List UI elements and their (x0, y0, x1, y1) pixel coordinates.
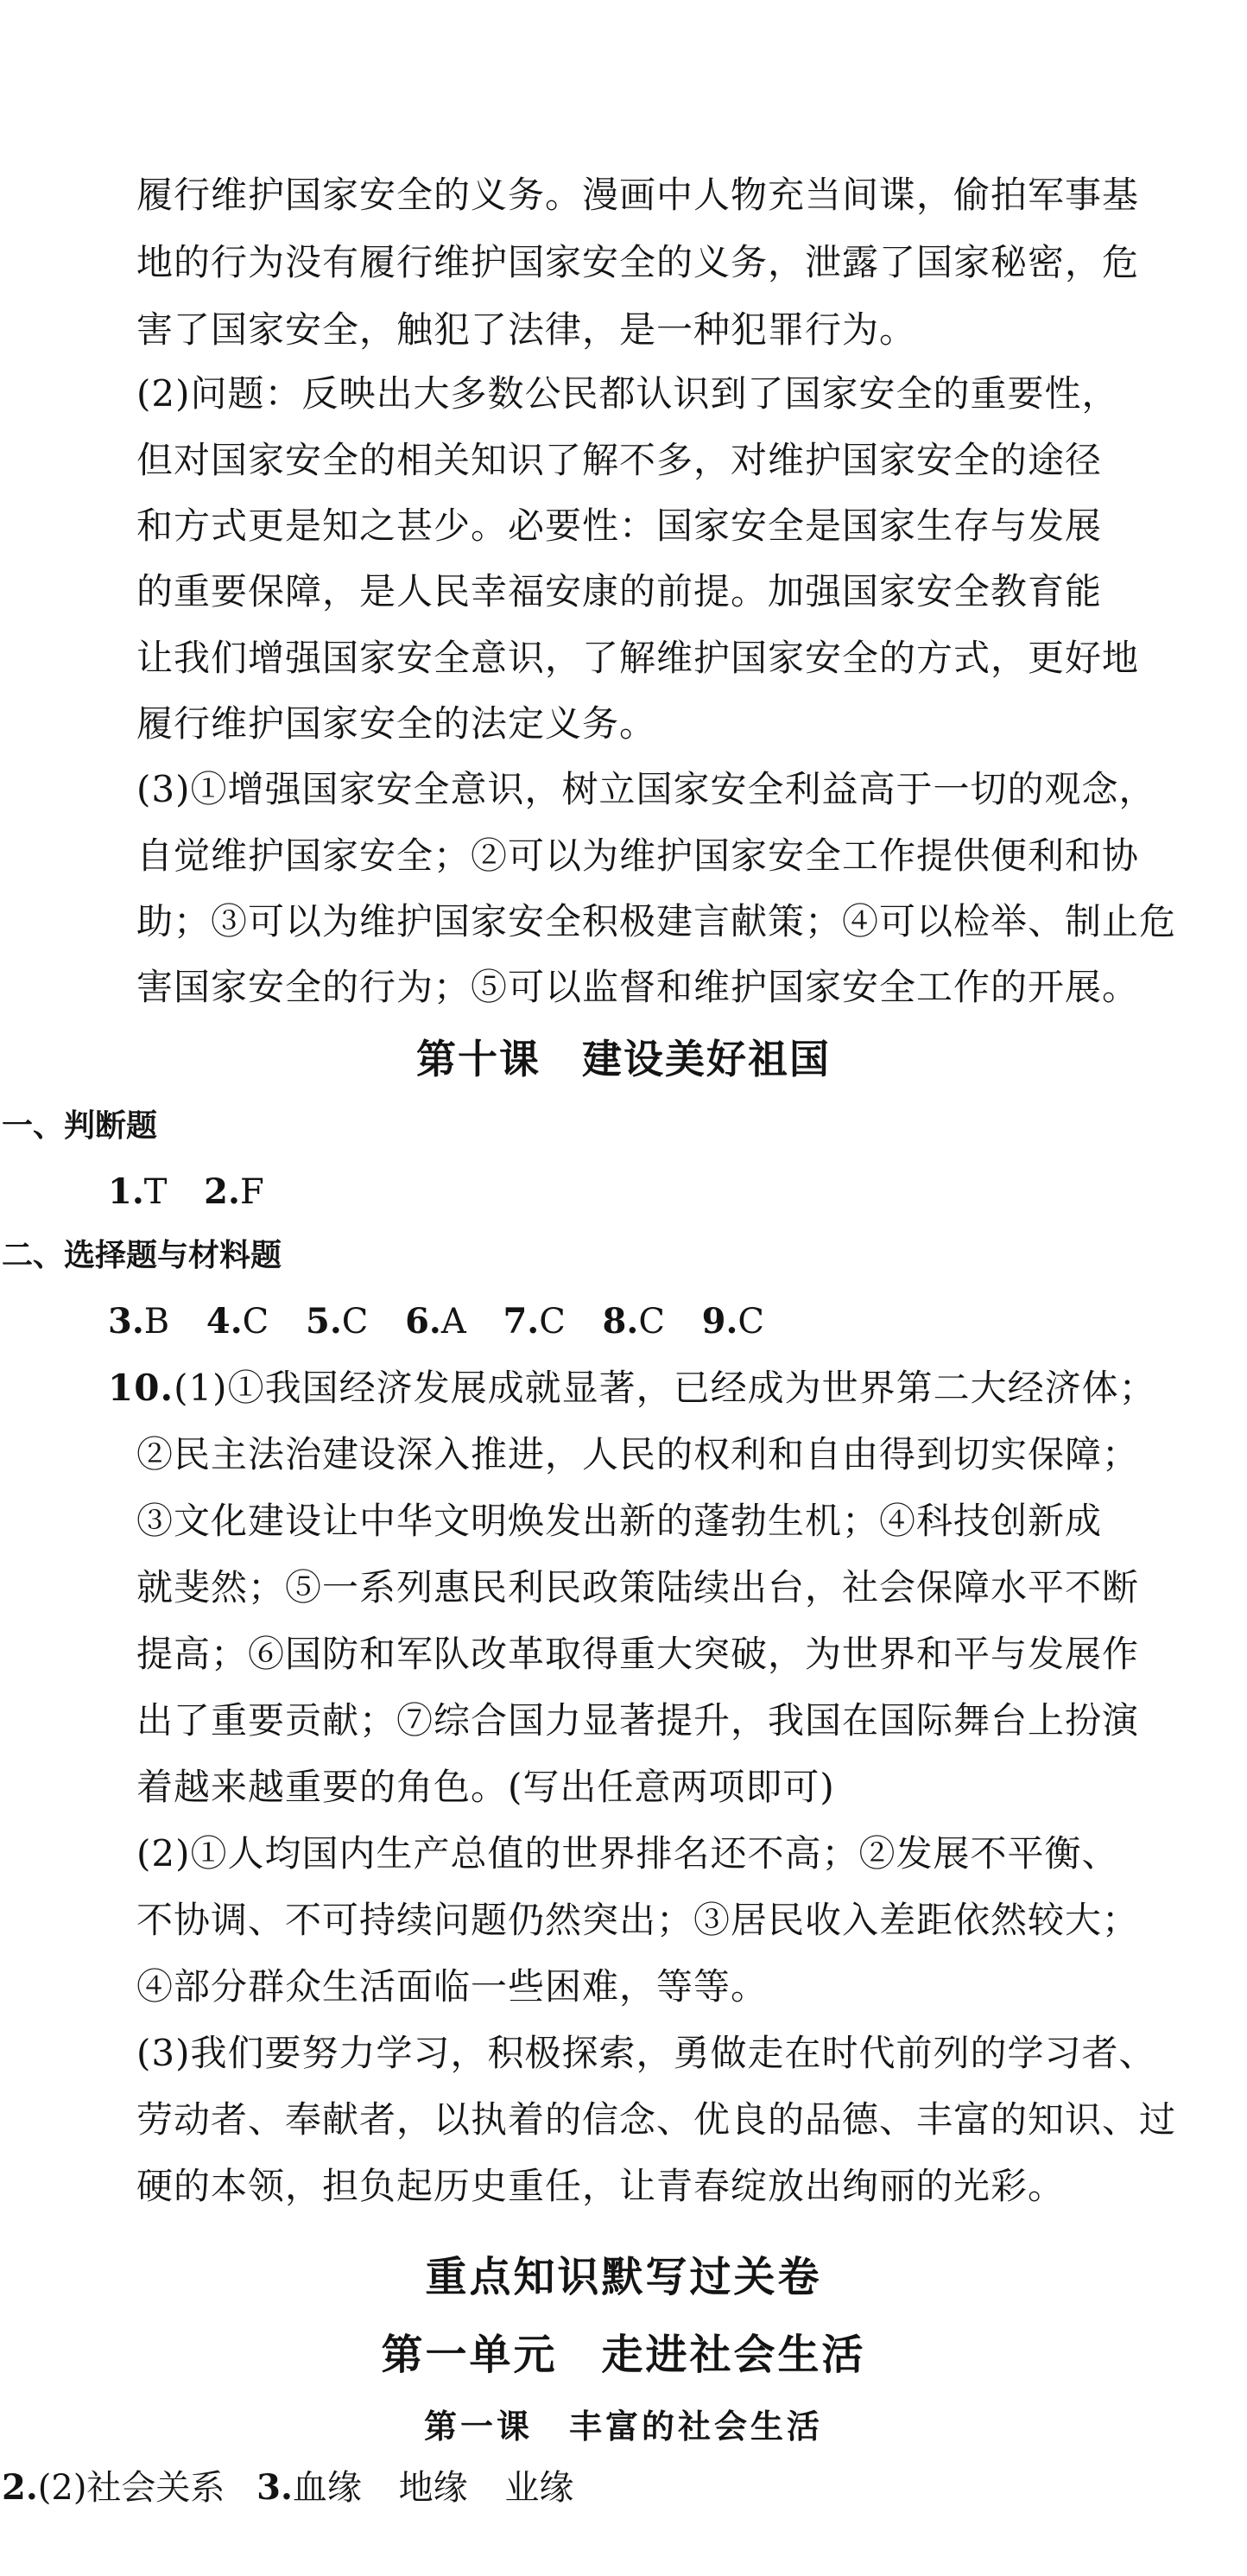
answer-number: 10. (108, 1367, 174, 1409)
text-line: (2)①人均国内生产总值的世界排名还不高；②发展不平衡、 (136, 1832, 1119, 1875)
answer-value: (2)社会关系 (37, 2468, 225, 2508)
answer-value: F (239, 1172, 264, 1212)
answer-number: 8. (602, 1301, 639, 1342)
text-line: 地的行为没有履行维护国家安全的义务，泄露了国家秘密，危 (136, 241, 1140, 283)
text-line: (3)①增强国家安全意识，树立国家安全利益高于一切的观念， (136, 768, 1156, 810)
answer-number: 7. (503, 1301, 540, 1342)
section-title-judgement: 一、判断题 (2, 1108, 158, 1144)
answer-number: 5. (305, 1301, 342, 1342)
answer-number: 9. (701, 1301, 738, 1342)
text-line: 出了重要贡献；⑦综合国力显著提升，我国在国际舞台上扮演 (136, 1699, 1140, 1742)
answer-number: 2. (204, 1171, 240, 1212)
text-line: 和方式更是知之甚少。必要性：国家安全是国家生存与发展 (136, 504, 1103, 547)
q10-first-line (108, 1367, 1156, 1409)
text-line: (3)我们要努力学习，积极探索，勇做走在时代前列的学习者、 (136, 2032, 1156, 2074)
answer-value: A (440, 1302, 466, 1342)
text-line: (1)①我国经济发展成就显著，已经成为世界第二大经济体； (174, 1367, 1156, 1409)
text-line: ③文化建设让中华文明焕发出新的蓬勃生机；④科技创新成 (136, 1500, 1103, 1542)
answer-value: C (242, 1302, 269, 1342)
text-line: 履行维护国家安全的义务。漫画中人物充当间谍，偷拍军事基 (136, 174, 1140, 216)
answer-value: B (143, 1302, 170, 1342)
text-line: ④部分群众生活面临一些困难，等等。 (136, 1965, 769, 2008)
text-line: 害国家安全的行为；⑤可以监督和维护国家安全工作的开展。 (136, 966, 1140, 1008)
lesson-10-title: 第十课 建设美好祖国 (416, 1036, 831, 1082)
text-line: 助；③可以为维护国家安全积极建言献策；④可以检举、制止危 (136, 900, 1177, 942)
answer-value: 业缘 (504, 2468, 574, 2508)
text-line: 让我们增强国家安全意识，了解维护国家安全的方式，更好地 (136, 637, 1140, 679)
text-line: 不协调、不可持续问题仍然突出；③居民收入差距依然较大； (136, 1899, 1140, 1941)
text-line: 自觉维护国家安全；②可以为维护国家安全工作提供便利和协 (136, 834, 1140, 877)
text-line: 硬的本领，担负起历史重任，让青春绽放出绚丽的光彩。 (136, 2165, 1066, 2207)
text-line: 履行维护国家安全的法定义务。 (136, 702, 657, 745)
answers-judgement (108, 1171, 264, 1212)
text-line: 提高；⑥国防和军队改革取得重大突破，为世界和平与发展作 (136, 1633, 1140, 1675)
text-line: (2)问题：反映出大多数公民都认识到了国家安全的重要性， (136, 372, 1119, 415)
answer-number: 3. (256, 2467, 293, 2508)
review-title: 重点知识默写过关卷 (425, 2253, 822, 2301)
text-line: 的重要保障，是人民幸福安康的前提。加强国家安全教育能 (136, 570, 1103, 612)
lesson-1-title: 第一课 丰富的社会生活 (423, 2408, 823, 2446)
text-line: 但对国家安全的相关知识了解不多，对维护国家安全的途径 (136, 439, 1103, 481)
answer-value: C (638, 1302, 665, 1342)
text-line: 害了国家安全，触犯了法律，是一种犯罪行为。 (136, 308, 917, 351)
unit-1-title: 第一单元 走进社会生活 (381, 2331, 866, 2379)
answer-number: 2. (2, 2467, 38, 2508)
answer-number: 1. (108, 1171, 144, 1212)
text-line: 着越来越重要的角色。(写出任意两项即可) (136, 1766, 835, 1808)
text-line: 劳动者、奉献者，以执着的信念、优良的品德、丰富的知识、过 (136, 2098, 1177, 2141)
answer-value: C (539, 1302, 566, 1342)
answers-lesson-1 (2, 2467, 574, 2508)
section-title-choice: 二、选择题与材料题 (2, 1238, 282, 1273)
answer-number: 3. (108, 1301, 144, 1342)
answer-number: 6. (405, 1301, 441, 1342)
text-line: 就斐然；⑤一系列惠民利民政策陆续出台，社会保障水平不断 (136, 1566, 1140, 1608)
answers-choice (108, 1301, 765, 1342)
answer-value: 血缘 (292, 2468, 362, 2508)
answer-value: 地缘 (398, 2468, 468, 2508)
answer-value: C (737, 1302, 765, 1342)
answer-value: C (341, 1302, 369, 1342)
answer-number: 4. (206, 1301, 243, 1342)
answer-value: T (143, 1172, 168, 1212)
text-line: ②民主法治建设深入推进，人民的权利和自由得到切实保障； (136, 1433, 1140, 1475)
